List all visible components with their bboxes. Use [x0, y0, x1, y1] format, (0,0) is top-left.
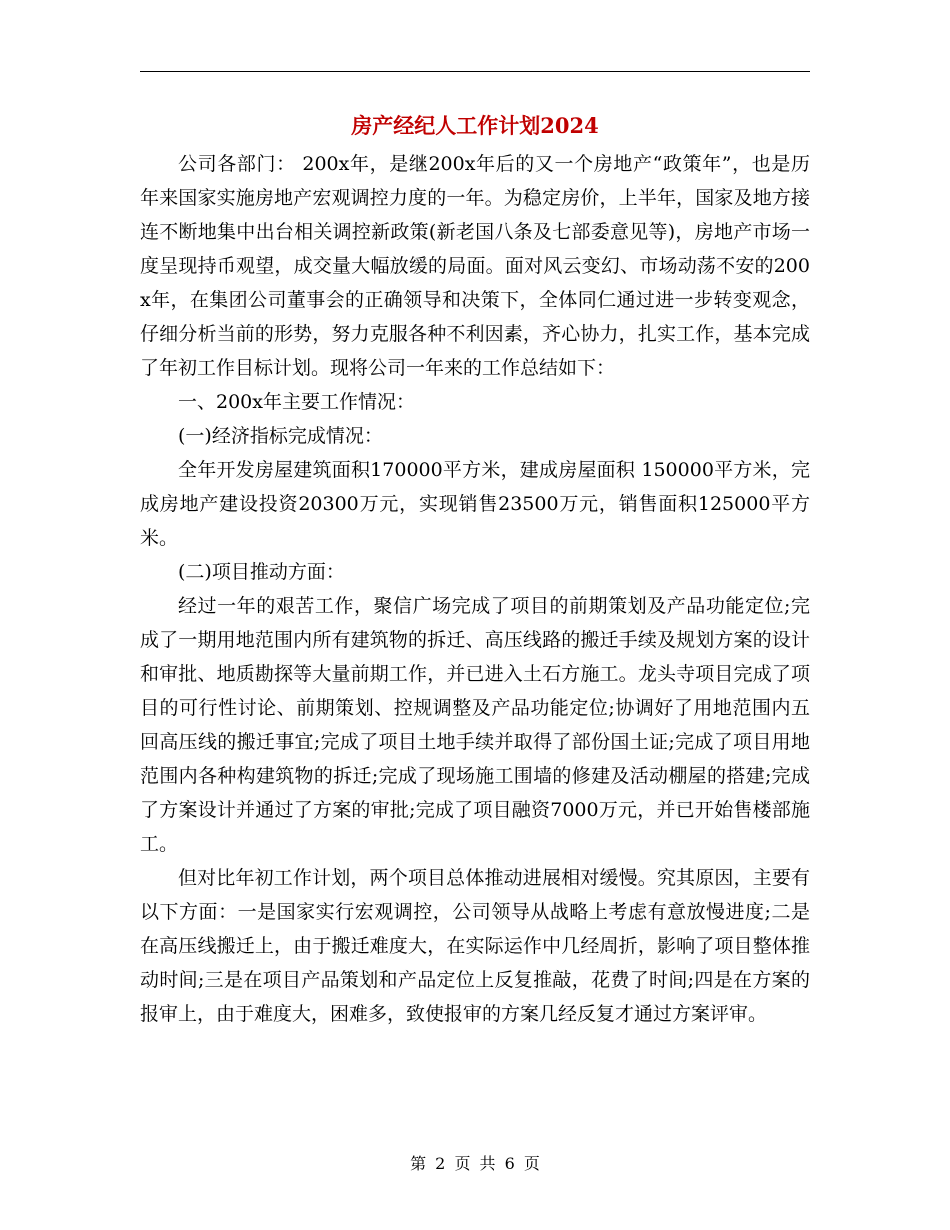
paragraph-economic-indicators: 全年开发房屋建筑面积170000平方米，建成房屋面积 150000平方米，完成房地产建设投资20300万元，实现销售23500万元，销售面积125000平方米。 — [140, 459, 810, 549]
paragraph-project-progress: 经过一年的艰苦工作，聚信广场完成了项目的前期策划及产品功能定位;完成了一期用地范围内所有建筑物的拆迁、高压线路的搬迁手续及规划方案的设计和审批、地质勘探等大量前期工作，并已进入土石方施工。龙头寺项目完成了项目的可行性讨论、前期策划、控规调整及产品功能定位;协调好了用地范围内五回高压线的搬迁事宜;完成了项目土地手续并取得了部份国土证;完成了项目用地范围内各种构建筑物的拆迁;完成了现场施工围墙的修建及活动棚屋的搭建;完成了方案设计并通过了方案的审批;完成了项目融资7000万元，并已开始售楼部施工。 — [140, 595, 810, 855]
paragraph-intro: 公司各部门： 200x年，是继200x年后的又一个房地产“政策年”，也是历年来国家实施房地产宏观调控力度的一年。为稳定房价，上半年，国家及地方接连不断地集中出台相关调控新政策(新老国八条及七部委意见等)，房地产市场一度呈现持币观望，成交量大幅放缓的局面。面对风云变幻、市场动荡不安的200x年，在集团公司董事会的正确领导和决策下，全体同仁通过进一步转变观念，仔细分析当前的形势，努力克服各种不利因素，齐心协力，扎实工作，基本完成了年初工作目标计划。现将公司一年来的工作总结如下： — [140, 153, 810, 379]
paragraph-delay-reasons: 但对比年初工作计划，两个项目总体推动进展相对缓慢。究其原因，主要有以下方面：一是国家实行宏观调控，公司领导从战略上考虑有意放慢进度;二是在高压线搬迁上，由于搬迁难度大，在实际运作中几经周折，影响了项目整体推动时间;三是在项目产品策划和产品定位上反复推敲，花费了时间;四是在方案的报审上，由于难度大，困难多，致使报审的方案几经反复才通过方案评审。 — [140, 867, 810, 1025]
subsection-heading-economic: (一)经济指标完成情况： — [178, 425, 383, 447]
header-rule — [140, 71, 810, 72]
section-heading-main-work: 一、200x年主要工作情况： — [178, 391, 415, 413]
subsection-heading-projects: (二)项目推动方面： — [178, 561, 345, 583]
page-title: 房产经纪人工作计划2024 — [351, 113, 599, 138]
document-body — [140, 147, 810, 1031]
page-number-footer: 第 2 页 共 6 页 — [410, 1154, 540, 1173]
